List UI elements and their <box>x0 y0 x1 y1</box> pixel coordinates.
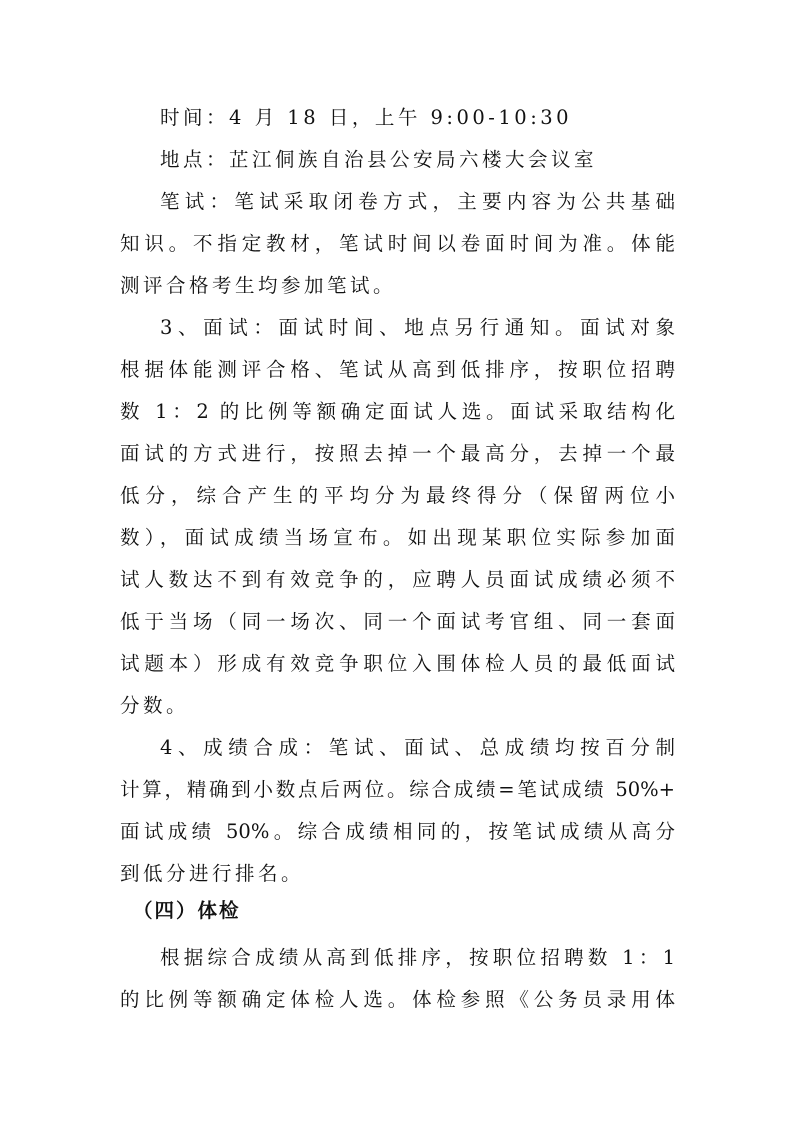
exam-time-line: 时间：4 月 18 日，上午 9:00-10:30 <box>160 106 573 129</box>
written-exam-paragraph-line: 知识。不指定教材，笔试时间以卷面时间为准。体能 <box>120 232 675 255</box>
interview-paragraph-line: 3、面试：面试时间、地点另行通知。面试对象 <box>160 316 675 339</box>
interview-paragraph-line: 试题本）形成有效竞争职位入围体检人员的最低面试 <box>120 652 675 675</box>
score-paragraph-line: 计算，精确到小数点后两位。综合成绩=笔试成绩 50%+ <box>120 778 675 801</box>
interview-paragraph-line: 低于当场（同一场次、同一个面试考官组、同一套面 <box>120 610 675 633</box>
score-paragraph-line: 到低分进行排名。 <box>120 862 305 885</box>
interview-paragraph-line: 根据体能测评合格、笔试从高到低排序，按职位招聘 <box>120 358 675 381</box>
interview-paragraph-line: 面试的方式进行，按照去掉一个最高分，去掉一个最 <box>120 442 675 465</box>
physical-exam-paragraph-line: 的比例等额确定体检人选。体检参照《公务员录用体 <box>120 988 675 1011</box>
interview-paragraph-line: 分数。 <box>120 694 190 717</box>
interview-paragraph-line: 数 1：2 的比例等额确定面试人选。面试采取结构化 <box>120 400 675 423</box>
section-heading-physical-exam: （四）体检 <box>133 899 241 922</box>
exam-location-line: 地点：芷江侗族自治县公安局六楼大会议室 <box>160 148 598 171</box>
interview-paragraph-line: 试人数达不到有效竞争的，应聘人员面试成绩必须不 <box>120 568 675 591</box>
interview-paragraph-line: 数），面试成绩当场宣布。如出现某职位实际参加面 <box>120 526 675 549</box>
interview-paragraph-line: 低分，综合产生的平均分为最终得分（保留两位小 <box>120 484 675 507</box>
physical-exam-paragraph-line: 根据综合成绩从高到低排序，按职位招聘数 1：1 <box>160 946 675 969</box>
score-paragraph-line: 面试成绩 50%。综合成绩相同的，按笔试成绩从高分 <box>120 820 675 843</box>
score-paragraph-line: 4、成绩合成：笔试、面试、总成绩均按百分制 <box>160 736 675 759</box>
written-exam-paragraph-line: 测评合格考生均参加笔试。 <box>120 274 397 297</box>
written-exam-paragraph-line: 笔试：笔试采取闭卷方式，主要内容为公共基础 <box>160 190 675 213</box>
